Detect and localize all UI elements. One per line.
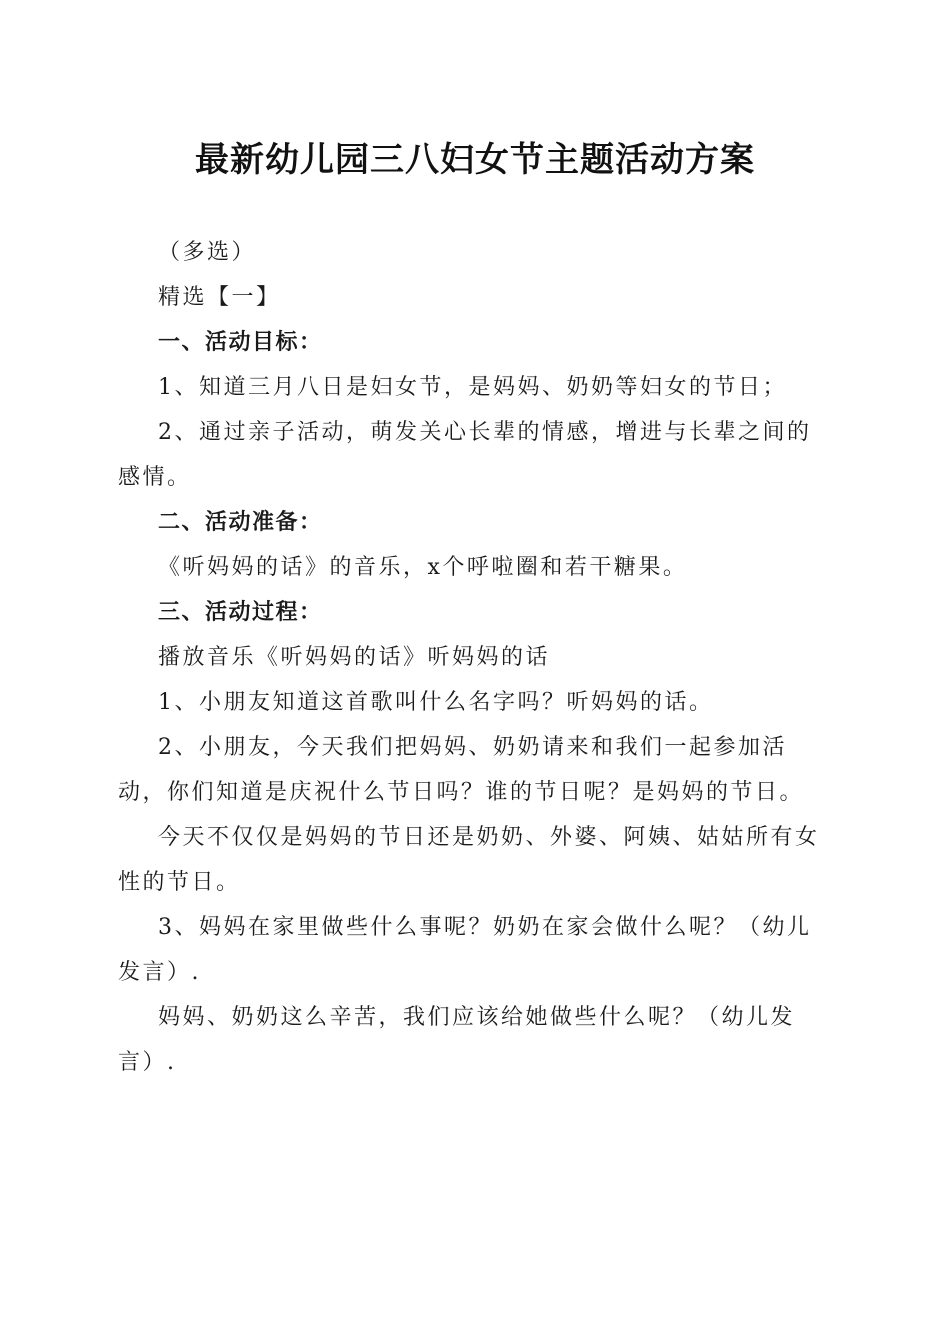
paragraph-womens-day: 今天不仅仅是妈妈的节日还是奶奶、外婆、阿姨、姑姑所有女性的节日。 bbox=[118, 825, 820, 895]
paragraph-multi-choice: （多选） bbox=[158, 240, 257, 265]
section-heading-goals: 一、活动目标： bbox=[158, 330, 323, 355]
paragraph-preparation: 《听妈妈的话》的音乐，x个呼啦圈和若干糖果。 bbox=[158, 555, 688, 580]
document-title: 最新幼儿园三八妇女节主题活动方案 bbox=[195, 140, 755, 180]
paragraph-play-music: 播放音乐《听妈妈的话》听妈妈的话 bbox=[158, 645, 551, 670]
paragraph-goal-2: 2、通过亲子活动，萌发关心长辈的情感，增进与长辈之间的感情。 bbox=[118, 420, 812, 490]
paragraph-step-3: 3、妈妈在家里做些什么事呢？奶奶在家会做什么呢？（幼儿发言）. bbox=[118, 915, 812, 985]
document-body bbox=[118, 230, 828, 1085]
paragraph-goal-1: 1、知道三月八日是妇女节，是妈妈、奶奶等妇女的节日； bbox=[158, 375, 787, 400]
section-heading-process: 三、活动过程： bbox=[158, 600, 323, 625]
paragraph-step-1: 1、小朋友知道这首歌叫什么名字吗？听妈妈的话。 bbox=[158, 690, 714, 715]
section-heading-preparation: 二、活动准备： bbox=[158, 510, 323, 535]
paragraph-what-to-do: 妈妈、奶奶这么辛苦，我们应该给她做些什么呢？（幼儿发言）. bbox=[118, 1005, 796, 1075]
paragraph-step-2: 2、小朋友，今天我们把妈妈、奶奶请来和我们一起参加活动，你们知道是庆祝什么节日吗？谁的节日呢？是妈妈的节日。 bbox=[118, 735, 805, 805]
paragraph-selection-one: 精选【一】 bbox=[158, 285, 281, 310]
